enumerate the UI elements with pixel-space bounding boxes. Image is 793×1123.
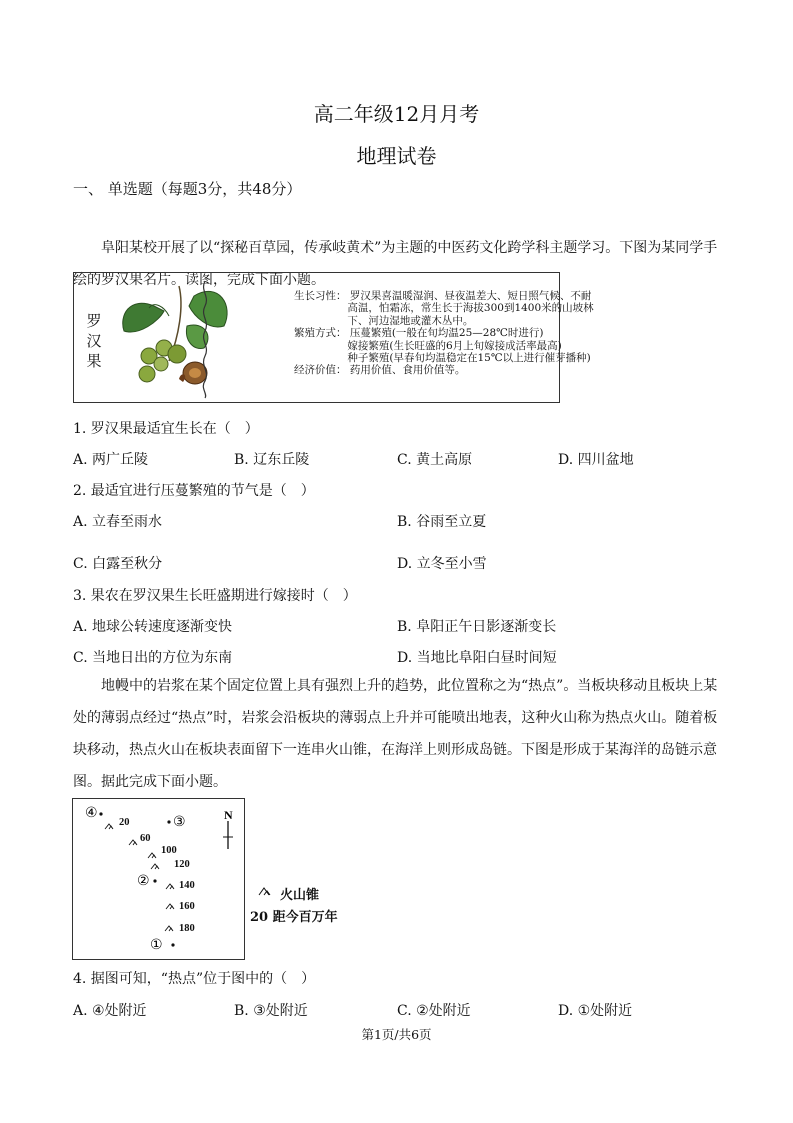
luohanguo-illustration (109, 276, 269, 401)
q1-option-c[interactable]: C. 黄土高原 (397, 452, 473, 468)
island-chain-map (72, 798, 245, 960)
question-4-stem: 4. 据图可知，“热点”位于图中的（ ） (73, 971, 316, 987)
q1-option-b[interactable]: B. 辽东丘陵 (234, 452, 310, 468)
card-line: 高温，怕霜冻，常生长于海拔300到1400米的山坡林 (294, 302, 594, 315)
age-label: 100 (161, 845, 177, 856)
section-heading: 一、 单选题（每题3分，共48分） (73, 180, 302, 198)
card-line: 繁殖方式： 压蔓繁殖(一般在旬均温25—28℃时进行) (294, 327, 544, 340)
age-label: 120 (174, 859, 190, 870)
q3-option-d[interactable]: D. 当地比阜阳白昼时间短 (397, 650, 557, 666)
legend-cone: 火山锥 (280, 888, 320, 903)
point-3: ③ (173, 814, 186, 830)
q4-option-c[interactable]: C. ②处附近 (397, 1003, 471, 1019)
point-1: ① (150, 937, 163, 953)
q4-option-b[interactable]: B. ③处附近 (234, 1003, 308, 1019)
card-name: 罗汉果 (86, 312, 102, 370)
point-2: ② (137, 873, 150, 889)
card-line: 生长习性： 罗汉果喜温暖湿润、昼夜温差大、短日照气候、不耐 (294, 290, 592, 302)
q1-option-a[interactable]: A. 两广丘陵 (73, 452, 149, 468)
point-4: ④ (85, 805, 98, 821)
q3-option-b[interactable]: B. 阜阳正午日影逐渐变长 (397, 619, 557, 635)
q4-option-d[interactable]: D. ①处附近 (558, 1003, 633, 1019)
question-2-stem: 2. 最适宜进行压蔓繁殖的节气是（ ） (73, 483, 315, 499)
card-line: 经济价值： 药用价值、食用价值等。 (294, 364, 466, 377)
q4-option-a[interactable]: A. ④处附近 (73, 1003, 147, 1019)
page-subtitle: 地理试卷 (356, 144, 437, 168)
volcano-cone-icon (258, 886, 276, 896)
q3-option-c[interactable]: C. 当地日出的方位为东南 (73, 650, 233, 666)
north-label: N (224, 808, 233, 822)
q2-option-d[interactable]: D. 立冬至小雪 (397, 556, 487, 572)
q2-option-b[interactable]: B. 谷雨至立夏 (397, 514, 487, 530)
age-label: 140 (179, 880, 195, 891)
age-label: 180 (179, 923, 195, 934)
passage-1: 阜阳某校开展了以“探秘百草园，传承岐黄术”为主题的中医药文化跨学科主题学习。下图为某同学手绘的罗汉果名片。读图，完成下面小题。 (73, 240, 718, 288)
q3-option-a[interactable]: A. 地球公转速度逐渐变快 (73, 619, 233, 635)
legend-age: 20 距今百万年 (250, 910, 338, 925)
q1-option-d[interactable]: D. 四川盆地 (558, 452, 634, 468)
q2-option-c[interactable]: C. 白露至秋分 (73, 556, 163, 572)
card-line: 下、河边湿地或灌木丛中。 (294, 314, 474, 327)
question-1-stem: 1. 罗汉果最适宜生长在（ ） (73, 421, 259, 437)
card-line: 嫁接繁殖(生长旺盛的6月上旬嫁接成活率最高) (294, 339, 562, 352)
question-3-stem: 3. 果农在罗汉果生长旺盛期进行嫁接时（ ） (73, 588, 357, 604)
q2-option-a[interactable]: A. 立春至雨水 (73, 514, 163, 530)
luohanguo-card (73, 272, 594, 403)
card-info (294, 290, 594, 377)
page-footer: 第1页/共6页 (361, 1027, 432, 1042)
page-title: 高二年级12月月考 (313, 102, 480, 126)
divider-vine (198, 276, 212, 401)
age-label: 60 (140, 833, 151, 844)
card-line: 种子繁殖(早春旬均温稳定在15℃以上进行催芽播种) (294, 352, 591, 365)
age-label: 20 (119, 817, 130, 828)
passage-2: 地幔中的岩浆在某个固定位置上具有强烈上升的趋势，此位置称之为“热点”。当板块移动且板块上某处的薄弱点经过“热点”时，岩浆会沿板块的薄弱点上升并可能喷出地表，这种火山称为热点火山。随着板块移动，热点火山在板块表面留下一连串火山锥，在海洋上则形成岛链。下图是形成于某海洋的岛链示意图。据此完成下面小题。 (73, 678, 718, 790)
map-drawing (73, 799, 243, 958)
age-label: 160 (179, 901, 195, 912)
